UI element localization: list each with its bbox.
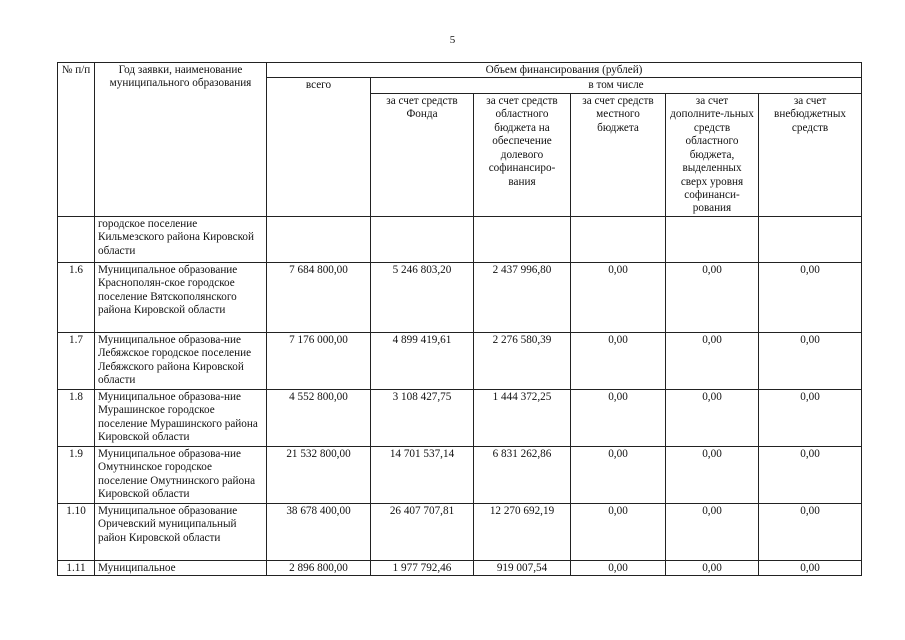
row-fund: 26 407 707,81	[371, 503, 474, 560]
row-name: городское поселение Кильмезского района Кировской области	[95, 216, 267, 262]
table-row	[58, 446, 862, 503]
table-row	[58, 262, 862, 332]
row-extra: 0,00	[666, 503, 759, 560]
row-offbudget: 0,00	[759, 332, 862, 389]
row-offbudget: 0,00	[759, 446, 862, 503]
table-row	[58, 332, 862, 389]
row-extra: 0,00	[666, 332, 759, 389]
row-fund: 14 701 537,14	[371, 446, 474, 503]
row-regional: 2 437 996,80	[474, 262, 571, 332]
row-num: 1.6	[58, 262, 95, 332]
table-row	[58, 389, 862, 446]
row-name: Муниципальное образова-ние Омутнинское городское поселение Омутнинского района Кировской области	[95, 446, 267, 503]
cell-empty	[759, 216, 862, 262]
row-total: 7 684 800,00	[267, 262, 371, 332]
header-including: в том числе	[371, 78, 862, 93]
row-total: 38 678 400,00	[267, 503, 371, 560]
row-num: 1.8	[58, 389, 95, 446]
row-total: 4 552 800,00	[267, 389, 371, 446]
row-name: Муниципальное образование Оричевский муниципальный район Кировской области	[95, 503, 267, 560]
row-name: Муниципальное образова-ние Мурашинское городское поселение Мурашинского района Кировской области	[95, 389, 267, 446]
row-offbudget: 0,00	[759, 560, 862, 575]
row-offbudget: 0,00	[759, 262, 862, 332]
row-total: 21 532 800,00	[267, 446, 371, 503]
header-fund: за счет средств Фонда	[371, 93, 474, 216]
page-number: 5	[449, 34, 456, 46]
table-row	[58, 503, 862, 560]
row-fund: 4 899 419,61	[371, 332, 474, 389]
row-extra: 0,00	[666, 262, 759, 332]
header-funding: Объем финансирования (рублей)	[267, 63, 862, 78]
cell-empty	[666, 216, 759, 262]
row-local: 0,00	[571, 503, 666, 560]
header-regional-cofin: за счет средств областного бюджета на обеспечение долевого софинансиро-вания	[474, 93, 571, 216]
row-regional: 1 444 372,25	[474, 389, 571, 446]
cell-empty	[267, 216, 371, 262]
row-offbudget: 0,00	[759, 503, 862, 560]
row-local: 0,00	[571, 560, 666, 575]
row-name: Муниципальное	[95, 560, 267, 575]
header-row-1	[58, 63, 862, 78]
cell-empty	[371, 216, 474, 262]
row-fund: 1 977 792,46	[371, 560, 474, 575]
row-extra: 0,00	[666, 446, 759, 503]
row-regional: 6 831 262,86	[474, 446, 571, 503]
row-regional: 919 007,54	[474, 560, 571, 575]
row-fund: 5 246 803,20	[371, 262, 474, 332]
row-fund: 3 108 427,75	[371, 389, 474, 446]
row-num: 1.7	[58, 332, 95, 389]
cell-empty	[571, 216, 666, 262]
row-regional: 2 276 580,39	[474, 332, 571, 389]
row-local: 0,00	[571, 262, 666, 332]
row-extra: 0,00	[666, 389, 759, 446]
header-num: № п/п	[58, 63, 95, 217]
header-regional-extra: за счет дополните-льных средств областного бюджета, выделенных сверх уровня софинанси-рования	[666, 93, 759, 216]
header-local: за счет средств местного бюджета	[571, 93, 666, 216]
header-offbudget: за счет внебюджетных средств	[759, 93, 862, 216]
row-num: 1.11	[58, 560, 95, 575]
row-name: Муниципальное образова-ние Лебяжское городское поселение Лебяжского района Кировской области	[95, 332, 267, 389]
row-local: 0,00	[571, 446, 666, 503]
row-local: 0,00	[571, 332, 666, 389]
table-row	[58, 560, 862, 575]
row-num: 1.10	[58, 503, 95, 560]
row-num: 1.9	[58, 446, 95, 503]
row-num	[58, 216, 95, 262]
row-offbudget: 0,00	[759, 389, 862, 446]
cell-empty	[474, 216, 571, 262]
row-local: 0,00	[571, 389, 666, 446]
table-row-continuation	[58, 216, 862, 262]
financing-table	[57, 62, 862, 576]
header-total: всего	[267, 78, 371, 216]
row-regional: 12 270 692,19	[474, 503, 571, 560]
row-name: Муниципальное образование Краснополян-ское городское поселение Вятскополянского района Кировской области	[95, 262, 267, 332]
row-total: 7 176 000,00	[267, 332, 371, 389]
header-name: Год заявки, наименование муниципального образования	[95, 63, 267, 217]
row-total: 2 896 800,00	[267, 560, 371, 575]
row-extra: 0,00	[666, 560, 759, 575]
